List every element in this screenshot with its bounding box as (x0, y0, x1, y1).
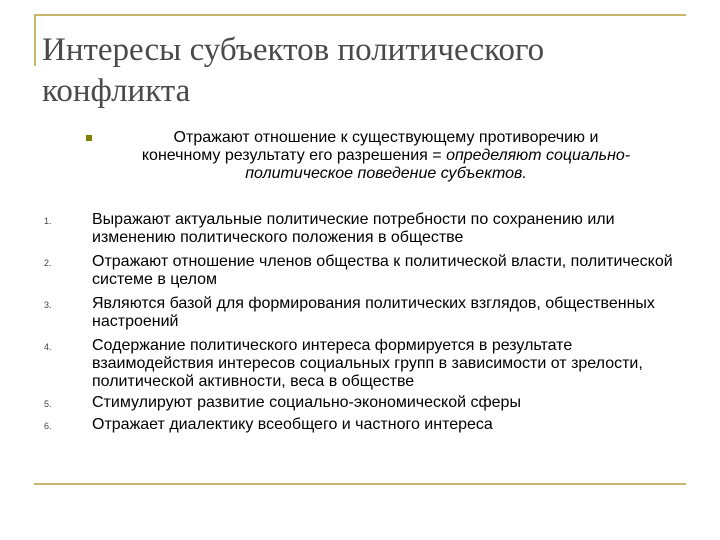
intro-line-1: Отражают отношение к существующему противоречию и (173, 129, 599, 146)
list-item-text: Стимулируют развитие социально-экономической сферы (92, 394, 521, 411)
list-item-text: Содержание политического интереса формируется в результате взаимодействия интересов социальных групп в зависимости от зрелости, политической активности, веса в обществе (92, 337, 643, 390)
bottom-rule (34, 483, 686, 485)
intro-line-2 (88, 147, 684, 165)
top-rule (34, 14, 686, 16)
list-item-number: 1. (44, 216, 52, 226)
intro-line-2-plain: конечному результату его разрешения = (141, 147, 447, 164)
left-rule (34, 14, 36, 66)
list-item-number: 3. (44, 300, 52, 310)
list-item-number: 2. (44, 258, 52, 268)
list-item-text: Являются базой для формирования политических взглядов, общественных настроений (92, 295, 655, 330)
list-item-number: 5. (44, 399, 52, 409)
list-item-text: Отражает диалектику всеобщего и частного интереса (92, 416, 493, 433)
list-item-number: 6. (44, 421, 52, 431)
slide-title: Интересы субъектов политического конфликта (42, 32, 545, 109)
intro-line-2-italic: определяют социально- (446, 147, 631, 164)
intro-paragraph (88, 129, 684, 183)
list-item-number: 4. (44, 342, 52, 352)
list-item-text: Отражают отношение членов общества к политической власти, политической системе в целом (92, 253, 673, 288)
intro-line-3 (88, 165, 684, 183)
square-bullet-icon (86, 135, 92, 141)
intro-line-3-italic: политическое поведение субъектов. (245, 165, 527, 182)
list-item-text: Выражают актуальные политические потребности по сохранению или изменению политического положения в обществе (92, 211, 615, 246)
